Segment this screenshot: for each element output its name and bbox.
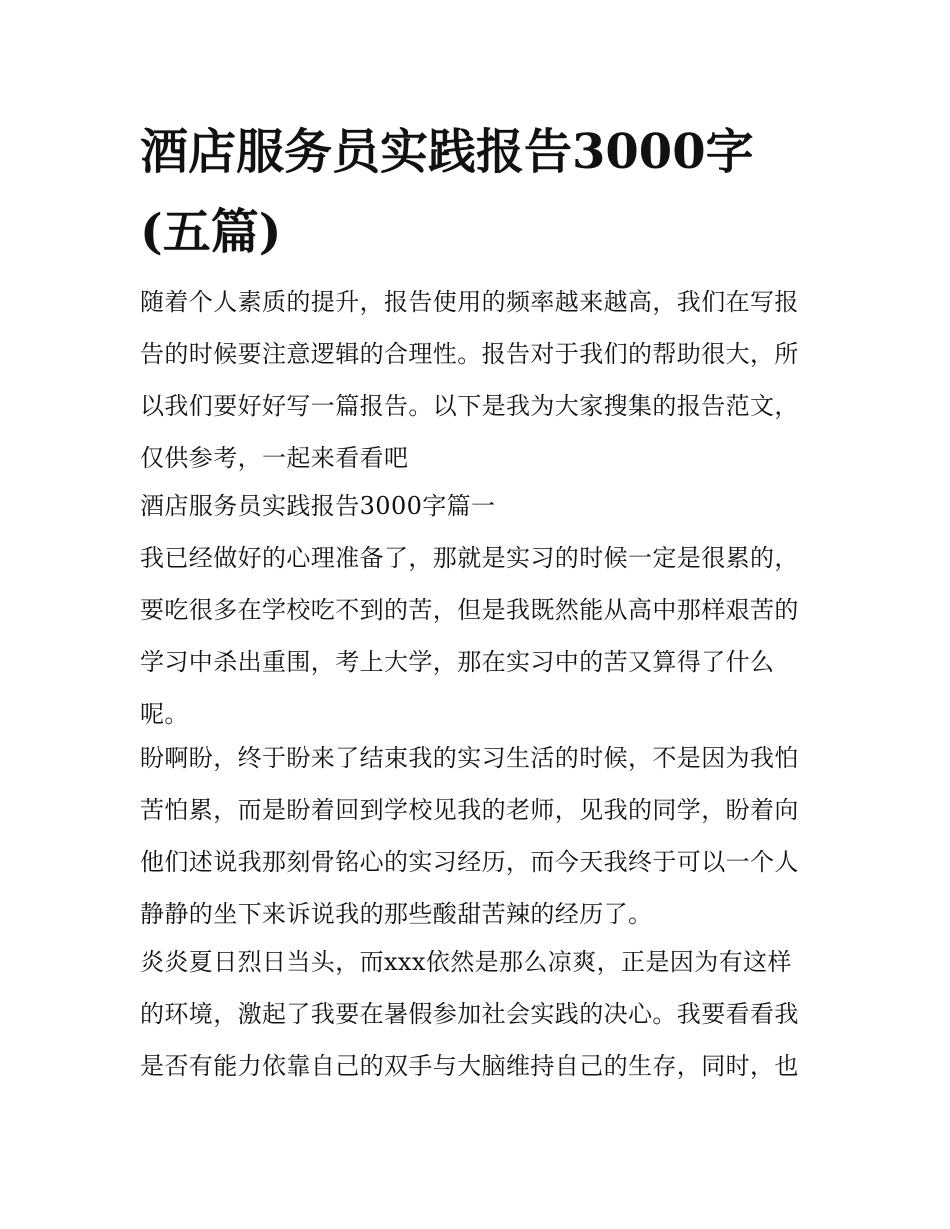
body-paragraph: 我已经做好的心理准备了，那就是实习的时候一定是很累的，要吃很多在学校吃不到的苦，但是我既然能从高中那样艰苦的学习中杀出重围，考上大学，那在实习中的苦又算得了什么呢。 — [140, 544, 799, 728]
section-heading: 酒店服务员实践报告3000字篇一 — [140, 492, 496, 520]
intro-paragraph: 随着个人素质的提升，报告使用的频率越来越高，我们在写报告的时候要注意逻辑的合理性。报告对于我们的帮助很大，所以我们要好好写一篇报告。以下是我为大家搜集的报告范文，仅供参考，一起来看看吧 — [140, 288, 799, 472]
body-paragraph: 炎炎夏日烈日当头，而xxx依然是那么凉爽，正是因为有这样的环境，激起了我要在暑假参加社会实践的决心。我要看看我是否有能力依靠自己的双手与大脑维持自己的生存，同时，也 — [140, 948, 799, 1080]
document-title: 酒店服务员实践报告3000字(五篇) — [140, 124, 754, 260]
body-paragraph: 盼啊盼，终于盼来了结束我的实习生活的时候，不是因为我怕苦怕累，而是盼着回到学校见我的老师，见我的同学，盼着向他们述说我那刻骨铭心的实习经历，而今天我终于可以一个人静静的坐下来诉说我的那些酸甜苦辣的经历了。 — [140, 744, 799, 928]
